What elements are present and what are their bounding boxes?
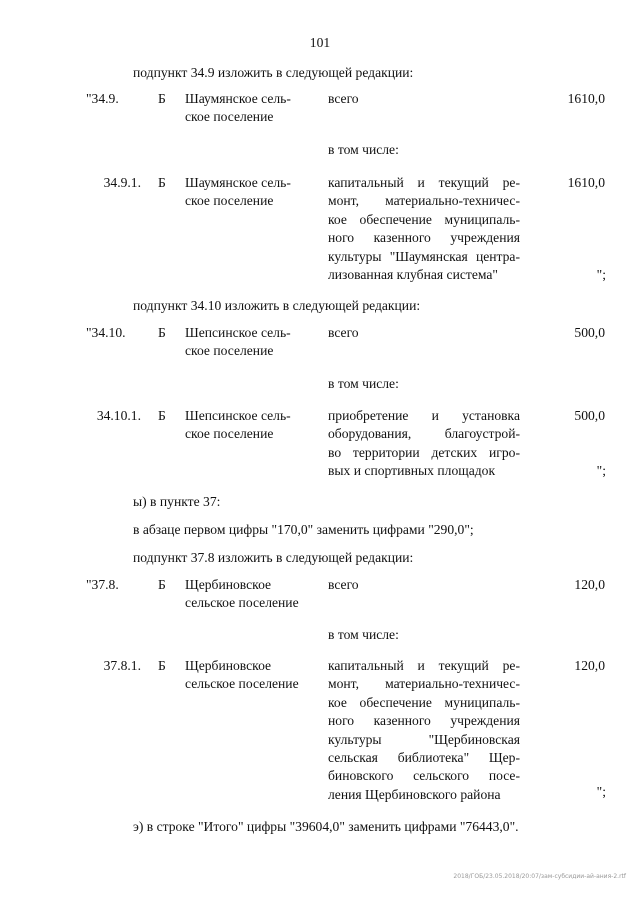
- row-name-line: сельское поселение: [185, 595, 299, 611]
- row-letter: Б: [158, 325, 166, 340]
- row-letter: Б: [158, 577, 166, 592]
- row-amount: 1610,0: [567, 175, 605, 190]
- closing-quote: ";: [596, 267, 606, 282]
- paragraph-y: ы) в пункте 37:: [133, 494, 221, 509]
- description-line: культуры "Щербиновская: [328, 731, 520, 747]
- row-amount: 500,0: [574, 408, 605, 423]
- row-letter: Б: [158, 658, 166, 673]
- row-name-line: сельское поселение: [185, 676, 299, 692]
- row-description: [328, 174, 520, 284]
- row-name-line: ское поселение: [185, 109, 274, 125]
- description-line: ного казенного учреждения: [328, 230, 520, 246]
- row-letter: Б: [158, 175, 166, 190]
- description-line: ного казенного учреждения: [328, 713, 520, 729]
- description-line: приобретение и установка: [328, 408, 520, 423]
- closing-quote: ";: [596, 784, 606, 799]
- description-line: сельская библиотека" Щер-: [328, 750, 520, 766]
- row-description: всего: [328, 325, 359, 340]
- row-amount: 500,0: [574, 325, 605, 340]
- row-name: [185, 90, 320, 127]
- row-letter: Б: [158, 408, 166, 423]
- document-footer-path: 2018/ГОБ/23.05.2018/20:07/зам-субсидии-ай-ания-2.rtf: [453, 873, 626, 880]
- row-name-line: Шаумянское сель-: [185, 175, 291, 190]
- intro-subitem-34-10: подпункт 34.10 изложить в следующей редакции:: [133, 298, 421, 313]
- row-description: [328, 407, 520, 481]
- row-name-line: Шепсинское сель-: [185, 325, 291, 340]
- row-amount: 1610,0: [567, 91, 605, 106]
- description-line: оборудования, благоустрой-: [328, 426, 520, 442]
- row-name: [185, 657, 320, 694]
- closing-quote: ";: [596, 463, 606, 478]
- row-name: [185, 576, 320, 613]
- paragraph-e: э) в строке "Итого" цифры "39604,0" заменить цифрами "76443,0".: [133, 819, 519, 834]
- row-number: "37.8.: [86, 577, 119, 592]
- description-line: ления Щербиновского района: [328, 786, 501, 802]
- description-line: лизованная клубная система": [328, 267, 498, 283]
- including-label: в том числе:: [328, 627, 399, 642]
- description-line: вых и спортивных площадок: [328, 463, 496, 479]
- description-line: кое обеспечение муниципаль-: [328, 694, 520, 710]
- description-line: монт, материально-техничес-: [328, 193, 520, 209]
- row-name: [185, 407, 320, 444]
- description-line: капитальный и текущий ре-: [328, 175, 520, 190]
- description-line: во территории детских игро-: [328, 444, 520, 460]
- row-letter: Б: [158, 91, 166, 106]
- description-line: культуры "Шаумянская центра-: [328, 248, 520, 264]
- intro-subitem-37-8: подпункт 37.8 изложить в следующей редакции:: [133, 550, 414, 565]
- description-line: капитальный и текущий ре-: [328, 658, 520, 673]
- row-name-line: Щербиновское: [185, 577, 272, 592]
- row-name-line: Шаумянское сель-: [185, 91, 291, 106]
- paragraph-first-abzac: в абзаце первом цифры "170,0" заменить цифрами "290,0";: [133, 522, 474, 537]
- row-name: [185, 324, 320, 361]
- row-name-line: ское поселение: [185, 193, 274, 209]
- description-line: биновского сельского посе-: [328, 768, 520, 784]
- row-description: всего: [328, 91, 359, 106]
- row-description: [328, 657, 520, 804]
- row-number: 37.8.1.: [103, 658, 141, 673]
- row-description: всего: [328, 577, 359, 592]
- row-name-line: ское поселение: [185, 343, 274, 359]
- row-name-line: Щербиновское: [185, 658, 272, 673]
- row-name: [185, 174, 320, 211]
- row-amount: 120,0: [574, 658, 605, 673]
- page-number: 101: [309, 35, 331, 50]
- row-number: "34.10.: [86, 325, 126, 340]
- row-number: 34.9.1.: [103, 175, 141, 190]
- row-number: "34.9.: [86, 91, 119, 106]
- row-name-line: Шепсинское сель-: [185, 408, 291, 423]
- including-label: в том числе:: [328, 142, 399, 157]
- description-line: монт, материально-техничес-: [328, 676, 520, 692]
- row-number: 34.10.1.: [96, 408, 141, 423]
- row-name-line: ское поселение: [185, 426, 274, 442]
- row-amount: 120,0: [574, 577, 605, 592]
- including-label: в том числе:: [328, 376, 399, 391]
- intro-subitem-34-9: подпункт 34.9 изложить в следующей редакции:: [133, 65, 414, 80]
- description-line: кое обеспечение муниципаль-: [328, 211, 520, 227]
